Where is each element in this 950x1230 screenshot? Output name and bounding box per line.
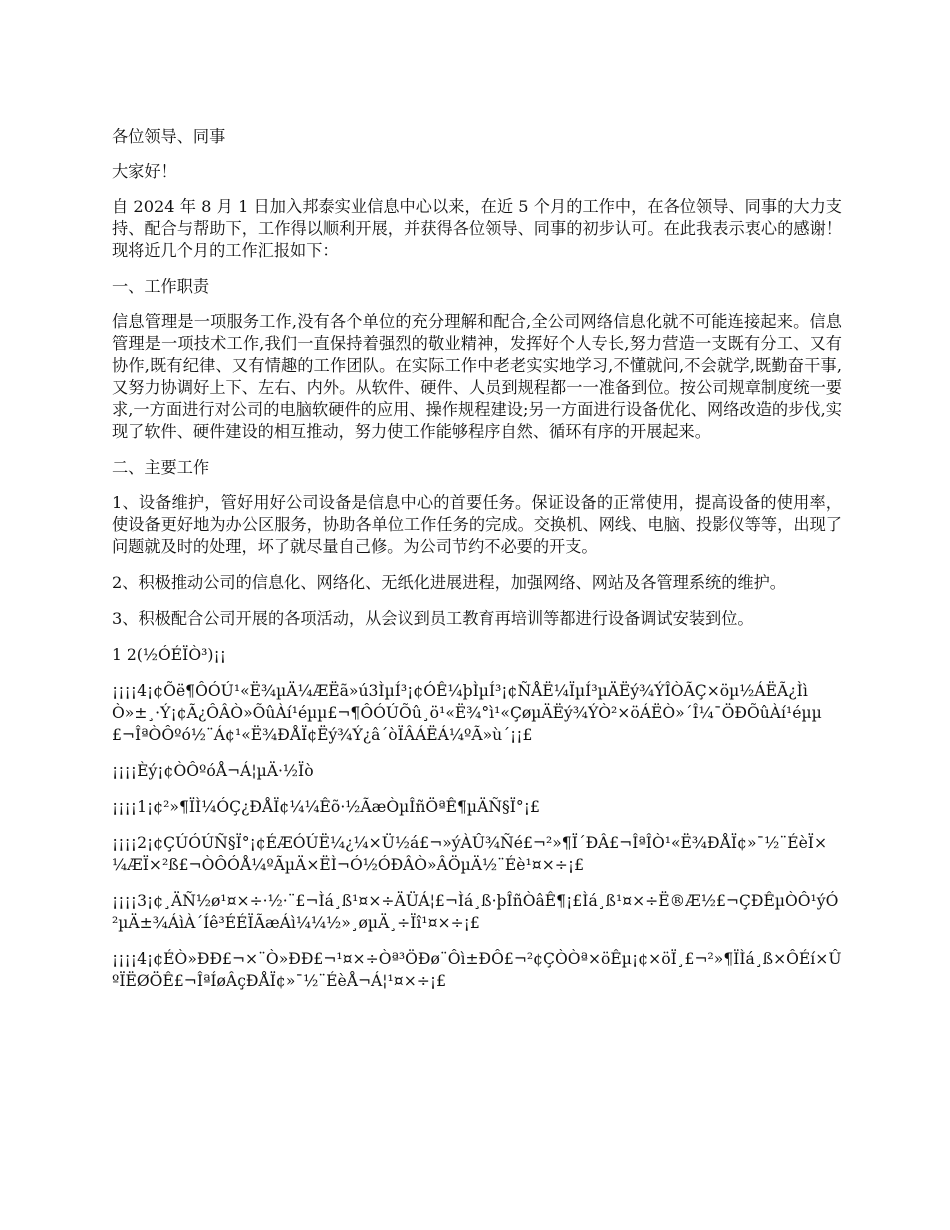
intro-paragraph: 自 2024 年 8 月 1 日加入邦泰实业信息中心以来，在近 5 个月的工作中，在各位领导、同事的大力支持、配合与帮助下，工作得以顺利开展，并获得各位领导、同事的初步认可。在此我表示衷心的感谢！现将近几个月的工作汇报如下： (112, 197, 842, 260)
salutation: 各位领导、同事 (112, 127, 226, 146)
garbled-section-heading-3: ¡¡¡¡Èý¡¢ÒÔºóÅ¬Á¦µÄ·½Ïò (112, 762, 314, 780)
work-item-2: 2、积极推动公司的信息化、网络化、无纸化进展进程，加强网络、网站及各管理系统的维护。 (112, 573, 786, 592)
work-item-1: 1、设备维护，管好用好公司设备是信息中心的首要任务。保证设备的正常使用，提高设备的使用率，使设备更好地为办公区服务，协助各单位工作任务的完成。交换机、网线、电脑、投影仪等等，出现了问题就及时的处理，坏了就尽量自己修。为公司节约不必要的开支。 (112, 493, 842, 556)
garbled-plan-item-3: ¡¡¡¡3¡¢¸ÄÑ½ø¹¤×÷·½·¨£¬Ìá¸ß¹¤×÷ÄÜÁ¦£¬Ìá¸ß·þÎñÒâÊ¶¡£Ìá¸ß¹¤×÷Ë®Æ½£¬ÇÐÊµÒÔ¹ýÓ²µÄ±¾ÁìÀ´Íê³ÉÉÏÃæÁì¼¼½»¸øµÄ¸÷Ïî¹¤×÷¡£ (112, 892, 839, 932)
garbled-plan-item-2: ¡¡¡¡2¡¢ÇÚÓÚÑ§Ï°¡¢ÉÆÓÚË¼¿¼×Ü½á£¬»ýÀÛ¾Ñé£¬²»¶Ï´ÐÂ£¬ÎªÎÒ¹«Ë¾ÐÅÏ¢»¯½¨ÉèÏ×¼ÆÏ×²ß£¬ÒÔÓÅ¼ºÃµÄ×ËÌ¬Ó½ÓÐÂÒ»ÂÖµÄ½¨Éè¹¤×÷¡£ (112, 834, 828, 874)
duties-paragraph: 信息管理是一项服务工作,没有各个单位的充分理解和配合,全公司网络信息化就不可能连接起来。信息管理是一项技术工作,我们一直保持着强烈的敬业精神，发挥好个人专长,努力营造一支既有分工、又有协作,既有纪律、又有情趣的工作团队。在实际工作中老老实实地学习,不懂就问,不会就学,既勤奋干事,又努力协调好上下、左右、内外。从软件、硬件、人员到规程都一一准备到位。按公司规章制度统一要求,一方面进行对公司的电脑软硬件的应用、操作规程建设;另一方面进行设备优化、网络改造的步伐,实现了软件、硬件建设的相互推动，努力使工作能够程序自然、循环有序的开展起来。 (112, 312, 842, 441)
document-page (112, 126, 842, 1006)
garbled-paragraph-item-4: ¡¡¡¡4¡¢Õë¶ÔÓÚ¹«Ë¾µÄ¼ÆËã»ú3ÌµÍ³¡¢ÓÊ¼þÌµÍ³¡¢ÑÅË¼ÏµÍ³µÄËý¾ÝÎÒÃÇ×öµ½ÁËÃ¿ÌìÒ»±¸·Ý¡¢Ã¿ÔÂÒ»ÕûÀí¹éµµ£¬¶ÔÓÚÕû¸ö¹«Ë¾°ì¹«ÇøµÄËý¾ÝÒ²×öÁËÒ»´Î¼¯ÖÐÕûÀí¹éµµ£¬ÎªÒÔºó½¨Á¢¹«Ë¾ÐÅÏ¢Ëý¾Ý¿â´òÏÂÁËÁ¼ºÃ»ù´¡¡£ (112, 682, 822, 744)
garbled-plan-item-4: ¡¡¡¡4¡¢ÉÒ»ÐÐ£¬×¨Ò»ÐÐ£¬¹¤×÷Òª³ÖÐø¨Ôì±ÐÔ£¬²¢ÇÒÒª×öÊµ¡¢×öÏ¸£¬²»¶ÏÌá¸ß×ÔÉí×ÛºÏËØÖÊ£¬ÎªÍøÂçÐÅÏ¢»¯½¨ÉèÅ¬Á¦¹¤×÷¡£ (112, 950, 842, 990)
section-heading-main-work: 二、主要工作 (112, 458, 210, 477)
work-item-3: 3、积极配合公司开展的各项活动，从会议到员工教育再培训等都进行设备调试安装到位。 (112, 609, 754, 628)
greeting: 大家好！ (112, 162, 177, 181)
section-heading-duties: 一、工作职责 (112, 277, 210, 296)
page-marker-garbled: 1 2(½ÓÉÏÒ³)¡¡ (112, 646, 226, 664)
garbled-plan-item-1: ¡¡¡¡1¡¢²»¶ÏÌ¼ÓÇ¿ÐÅÏ¢¼¼Êõ·½ÃæÒµÎñÖªÊ¶µÄÑ§Ï°¡£ (112, 798, 540, 816)
